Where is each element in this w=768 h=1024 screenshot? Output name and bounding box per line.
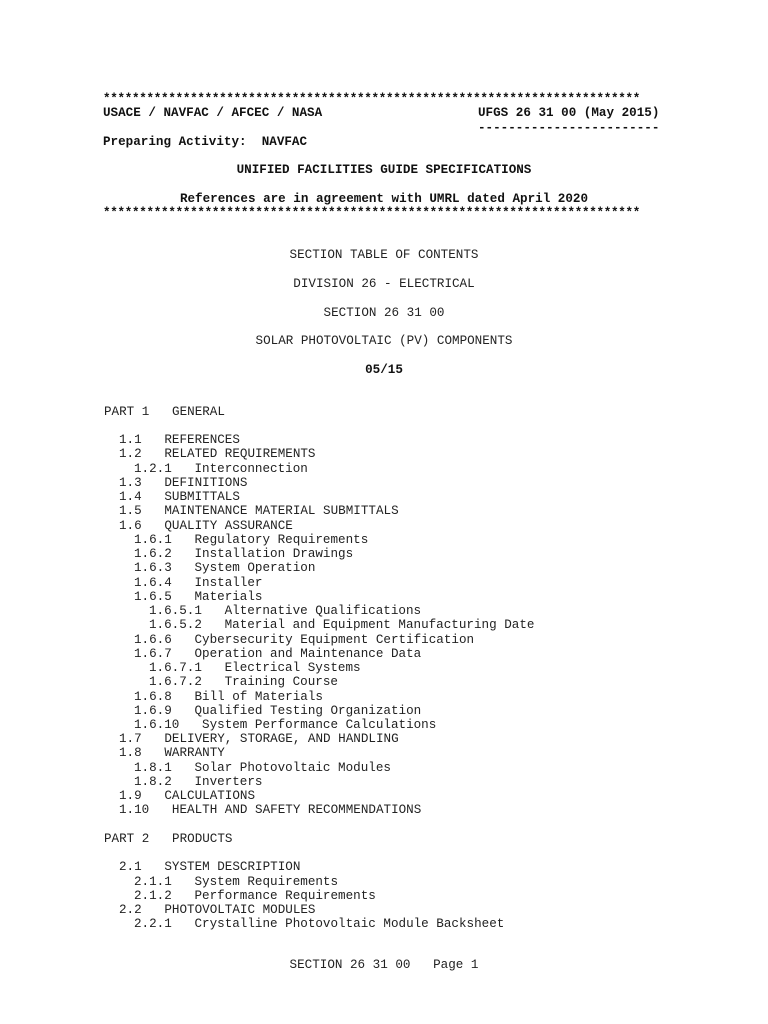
part2-heading: PART 2 PRODUCTS [104, 832, 233, 846]
ufgs-underline: ------------------------ [478, 121, 660, 135]
guide-title: UNIFIED FACILITIES GUIDE SPECIFICATIONS [236, 163, 532, 177]
toc-item: 1.6.5.1 Alternative Qualifications [149, 604, 422, 618]
toc-item: 2.2 PHOTOVOLTAIC MODULES [119, 903, 316, 917]
toc-item: 1.6.4 Installer [134, 576, 263, 590]
toc-item: 1.6 QUALITY ASSURANCE [119, 519, 293, 533]
toc-item: 1.2 RELATED REQUIREMENTS [119, 447, 316, 461]
toc-item: 1.4 SUBMITTALS [119, 490, 240, 504]
toc-item: 1.8.2 Inverters [134, 775, 263, 789]
toc-item: 1.3 DEFINITIONS [119, 476, 248, 490]
toc-item: 1.6.5 Materials [134, 590, 263, 604]
page-footer: SECTION 26 31 00 Page 1 [289, 958, 479, 972]
toc-item: 1.6.7 Operation and Maintenance Data [134, 647, 422, 661]
date-code: 05/15 [365, 363, 403, 377]
toc-item: 1.6.2 Installation Drawings [134, 547, 354, 561]
toc-item: 1.5 MAINTENANCE MATERIAL SUBMITTALS [119, 504, 399, 518]
toc-item: 2.1 SYSTEM DESCRIPTION [119, 860, 301, 874]
section-title: SOLAR PHOTOVOLTAIC (PV) COMPONENTS [255, 334, 513, 348]
toc-item: 1.6.7.1 Electrical Systems [149, 661, 361, 675]
toc-item: 1.6.7.2 Training Course [149, 675, 338, 689]
toc-item: 1.6.9 Qualified Testing Organization [134, 704, 422, 718]
toc-item: 1.8 WARRANTY [119, 746, 225, 760]
agencies-label: USACE / NAVFAC / AFCEC / NASA [103, 106, 323, 120]
toc-item: 1.7 DELIVERY, STORAGE, AND HANDLING [119, 732, 399, 746]
toc-item: 1.6.8 Bill of Materials [134, 690, 323, 704]
toc-item: 1.8.1 Solar Photovoltaic Modules [134, 761, 391, 775]
toc-item: 2.1.1 System Requirements [134, 875, 339, 889]
toc-item: 1.1 REFERENCES [119, 433, 240, 447]
ufgs-number: UFGS 26 31 00 (May 2015) [478, 106, 660, 120]
references-note: References are in agreement with UMRL dated April 2020 [179, 192, 589, 206]
preparing-activity: Preparing Activity: NAVFAC [103, 135, 308, 149]
toc-item: 2.2.1 Crystalline Photovoltaic Module Backsheet [134, 917, 505, 931]
section-number: SECTION 26 31 00 [323, 306, 445, 320]
toc-item: 1.6.10 System Performance Calculations [134, 718, 437, 732]
toc-item: 1.6.6 Cybersecurity Equipment Certification [134, 633, 475, 647]
toc-item: 1.2.1 Interconnection [134, 462, 308, 476]
division-label: DIVISION 26 - ELECTRICAL [293, 277, 475, 291]
toc-item: 1.9 CALCULATIONS [119, 789, 256, 803]
part1-heading: PART 1 GENERAL [104, 405, 225, 419]
toc-item: 1.6.5.2 Material and Equipment Manufacturing Date [149, 618, 535, 632]
toc-item: 1.10 HEALTH AND SAFETY RECOMMENDATIONS [119, 803, 422, 817]
toc-item: 2.1.2 Performance Requirements [134, 889, 376, 903]
header-stars-bottom: ************************************************************************** [103, 206, 641, 220]
toc-item: 1.6.1 Regulatory Requirements [134, 533, 369, 547]
toc-heading: SECTION TABLE OF CONTENTS [289, 248, 479, 262]
toc-item: 1.6.3 System Operation [134, 561, 316, 575]
header-stars-top: ************************************************************************** [103, 92, 641, 106]
